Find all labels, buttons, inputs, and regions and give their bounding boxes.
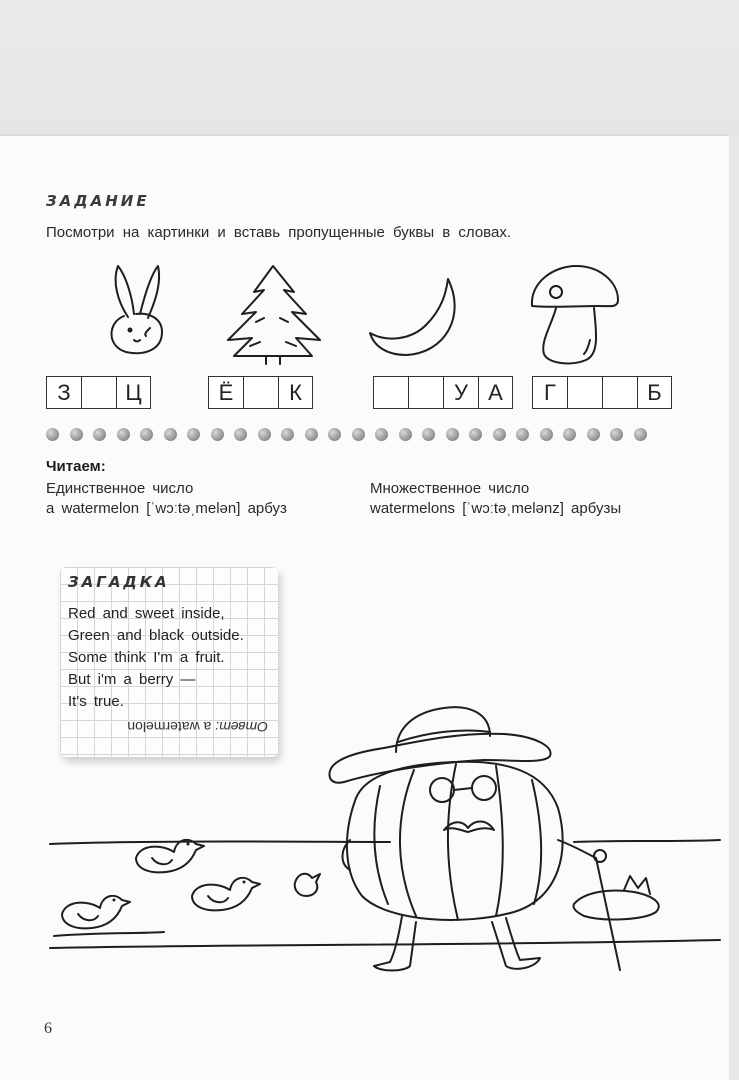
scan-background: [0, 0, 739, 136]
watermelon-character-icon: [44, 690, 724, 990]
letter-cell-blank[interactable]: [243, 376, 278, 409]
dot: [187, 428, 200, 441]
dot: [446, 428, 459, 441]
plural-example: watermelons [ˈwɔːtəˌmelənz] арбузы: [370, 500, 622, 517]
dot: [281, 428, 294, 441]
riddle-line: Red and sweet inside,: [68, 605, 225, 622]
dot: [469, 428, 482, 441]
dot: [234, 428, 247, 441]
singular-label: Единственное число: [46, 480, 194, 497]
riddle-title: ЗАГАДКА: [68, 573, 170, 591]
hare-icon: [100, 262, 172, 357]
answer-text: a watermelon: [127, 719, 212, 735]
letter-cell-blank[interactable]: [408, 376, 443, 409]
dot: [634, 428, 647, 441]
dot: [211, 428, 224, 441]
riddle-line: But i'm a berry —: [68, 671, 196, 688]
letter-cell-blank[interactable]: [602, 376, 637, 409]
dot: [305, 428, 318, 441]
word-fir-tree: [208, 376, 313, 409]
dot: [164, 428, 177, 441]
dot: [516, 428, 529, 441]
letter-cell: У: [443, 376, 478, 409]
dot: [563, 428, 576, 441]
dot: [587, 428, 600, 441]
dot: [140, 428, 153, 441]
word-mushroom: [532, 376, 672, 409]
plural-label: Множественное число: [370, 480, 530, 497]
riddle-line: Some think I'm a fruit.: [68, 649, 225, 666]
fir-tree-icon: [216, 262, 331, 367]
letter-cell-blank[interactable]: [373, 376, 408, 409]
dot: [352, 428, 365, 441]
dot: [422, 428, 435, 441]
letter-cell: З: [46, 376, 81, 409]
reading-title: Читаем:: [46, 458, 106, 475]
dot: [399, 428, 412, 441]
dot: [540, 428, 553, 441]
letter-cell-blank[interactable]: [81, 376, 116, 409]
mushroom-icon: [524, 262, 624, 367]
dot: [117, 428, 130, 441]
dot: [610, 428, 623, 441]
letter-cell-blank[interactable]: [567, 376, 602, 409]
dot: [70, 428, 83, 441]
page-edge: [729, 136, 739, 1080]
word-moon: [373, 376, 513, 409]
riddle-line: It's true.: [68, 693, 124, 710]
letter-cell: К: [278, 376, 313, 409]
dot: [258, 428, 271, 441]
singular-example: a watermelon [ˈwɔːtəˌmelən] арбуз: [46, 500, 287, 517]
letter-cell: Г: [532, 376, 567, 409]
letter-cell: Б: [637, 376, 672, 409]
dot-separator: [46, 428, 647, 441]
answer-label: Ответ:: [215, 719, 268, 735]
dot: [93, 428, 106, 441]
task-instruction: Посмотри на картинки и вставь пропущенные буквы в словах.: [46, 224, 511, 241]
dot: [46, 428, 59, 441]
dot: [375, 428, 388, 441]
word-hare: [46, 376, 151, 409]
letter-cell: Ц: [116, 376, 151, 409]
letter-cell: А: [478, 376, 513, 409]
crescent-moon-icon: [366, 275, 464, 360]
letter-cell: Ё: [208, 376, 243, 409]
dot: [328, 428, 341, 441]
riddle-line: Green and black outside.: [68, 627, 244, 644]
dot: [493, 428, 506, 441]
page-number: 6: [44, 1020, 52, 1037]
task-title: ЗАДАНИЕ: [46, 192, 150, 210]
